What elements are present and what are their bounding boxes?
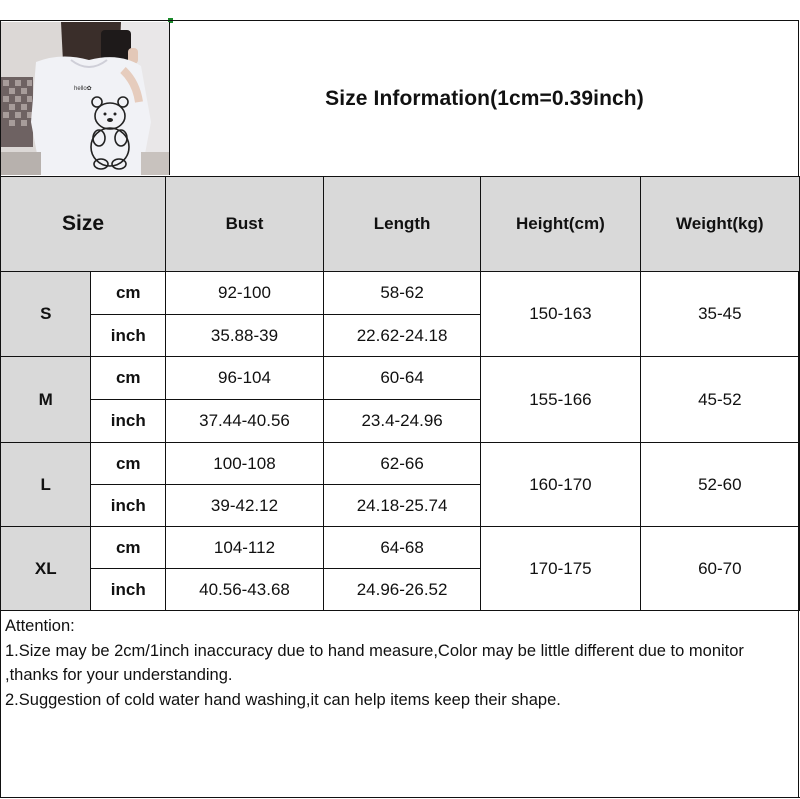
attention-notes <box>5 614 797 712</box>
height-value: 155-166 <box>481 357 640 443</box>
table-row <box>1 443 800 485</box>
weight-header: Weight(kg) <box>640 177 799 272</box>
unit-cm-label: cm <box>91 357 166 400</box>
unit-inch-label: inch <box>91 315 166 357</box>
bust-inch-value: 37.44-40.56 <box>166 400 324 443</box>
bust-inch-value: 39-42.12 <box>166 485 324 527</box>
length-inch-value: 24.96-26.52 <box>323 569 480 611</box>
unit-cm-label: cm <box>91 272 166 315</box>
bust-header: Bust <box>166 177 324 272</box>
length-header: Length <box>323 177 480 272</box>
bust-cm-value: 96-104 <box>166 357 324 400</box>
height-value: 150-163 <box>481 272 640 357</box>
page-title: Size Information(1cm=0.39inch) <box>325 86 644 110</box>
bust-inch-value: 35.88-39 <box>166 315 324 357</box>
unit-inch-label: inch <box>91 485 166 527</box>
height-value: 170-175 <box>481 527 640 611</box>
unit-cm-label: cm <box>91 443 166 485</box>
size-label: XL <box>1 527 91 611</box>
weight-value: 60-70 <box>640 527 799 611</box>
weight-value: 45-52 <box>640 357 799 443</box>
length-cm-value: 58-62 <box>323 272 480 315</box>
bottom-border <box>0 797 800 798</box>
length-inch-value: 23.4-24.96 <box>323 400 480 443</box>
svg-text:hello✿: hello✿ <box>74 86 92 92</box>
weight-value: 52-60 <box>640 443 799 527</box>
bust-cm-value: 100-108 <box>166 443 324 485</box>
product-photo <box>1 22 170 175</box>
unit-inch-label: inch <box>91 400 166 443</box>
unit-inch-label: inch <box>91 569 166 611</box>
length-cm-value: 60-64 <box>323 357 480 400</box>
table-row <box>1 357 800 400</box>
notes-line-1: 1.Size may be 2cm/1inch inaccuracy due to hand measure,Color may be little different due to monitor ,thanks for your understanding. <box>5 641 744 684</box>
size-header: Size <box>1 177 166 272</box>
size-label: L <box>1 443 91 527</box>
unit-cm-label: cm <box>91 527 166 569</box>
length-cm-value: 62-66 <box>323 443 480 485</box>
notes-heading: Attention: <box>5 617 75 635</box>
bust-cm-value: 104-112 <box>166 527 324 569</box>
size-table <box>0 176 800 611</box>
size-label: S <box>1 272 91 357</box>
height-value: 160-170 <box>481 443 640 527</box>
weight-value: 35-45 <box>640 272 799 357</box>
length-inch-value: 24.18-25.74 <box>323 485 480 527</box>
size-label: M <box>1 357 91 443</box>
bust-cm-value: 92-100 <box>166 272 324 315</box>
bust-inch-value: 40.56-43.68 <box>166 569 324 611</box>
height-header: Height(cm) <box>481 177 640 272</box>
table-header-row <box>1 177 800 272</box>
title-cell <box>170 21 799 176</box>
notes-line-2: 2.Suggestion of cold water hand washing,it can help items keep their shape. <box>5 690 561 709</box>
table-row <box>1 272 800 315</box>
length-cm-value: 64-68 <box>323 527 480 569</box>
table-row <box>1 527 800 569</box>
length-inch-value: 22.62-24.18 <box>323 315 480 357</box>
